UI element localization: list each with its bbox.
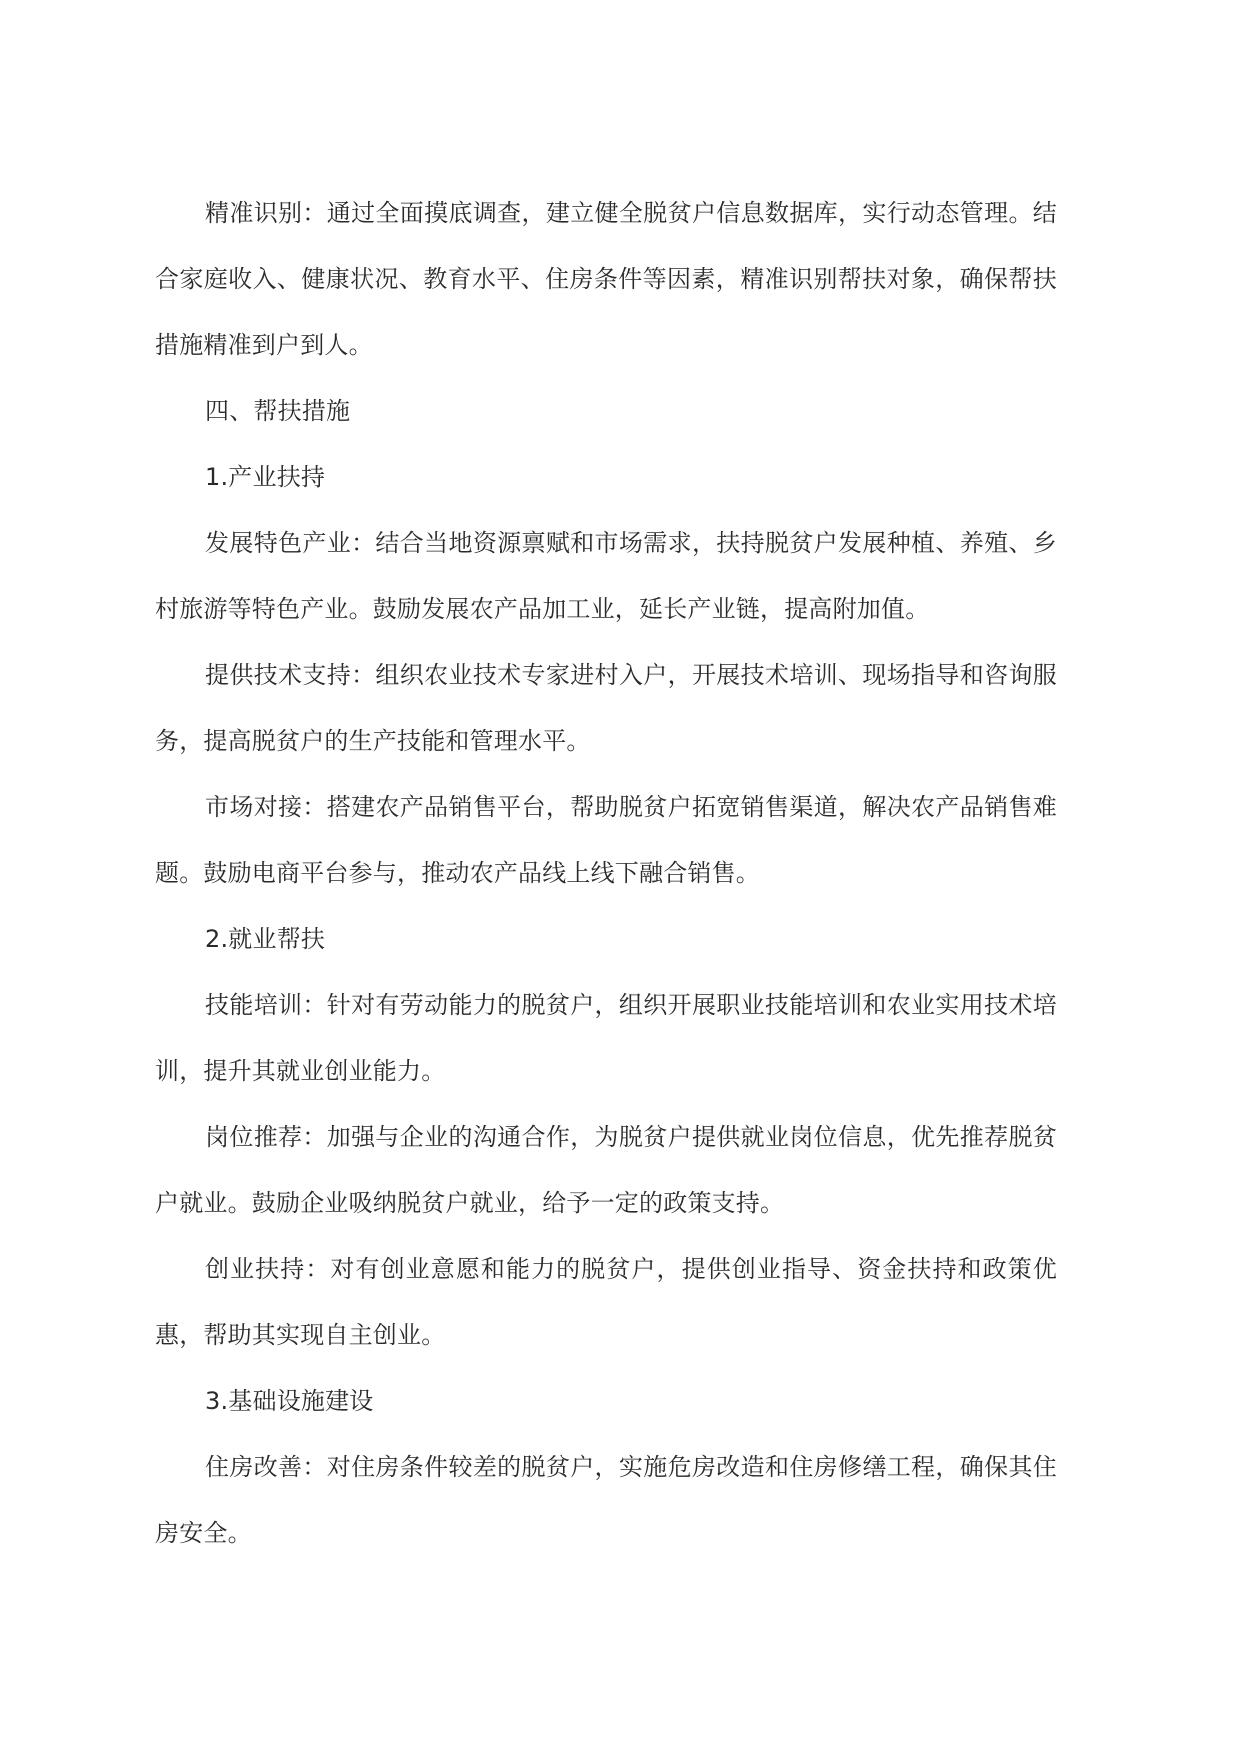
subheading-infrastructure: 3.基础设施建设 xyxy=(205,1387,374,1415)
paragraph-skills-training: 技能培训：针对有劳动能力的脱贫户，组织开展职业技能培训和农业实用技术培训，提升其就业创业能力。 xyxy=(155,991,1057,1085)
paragraph-market-docking: 市场对接：搭建农产品销售平台，帮助脱贫户拓宽销售渠道，解决农产品销售难题。鼓励电商平台参与，推动农产品线上线下融合销售。 xyxy=(155,793,1057,887)
paragraph-entrepreneurship-support: 创业扶持：对有创业意愿和能力的脱贫户，提供创业指导、资金扶持和政策优惠，帮助其实现自主创业。 xyxy=(155,1255,1057,1349)
subheading-industry-support: 1.产业扶持 xyxy=(205,463,326,491)
paragraph-job-recommendation: 岗位推荐：加强与企业的沟通合作，为脱贫户提供就业岗位信息，优先推荐脱贫户就业。鼓励企业吸纳脱贫户就业，给予一定的政策支持。 xyxy=(155,1123,1057,1217)
subheading-employment-assistance: 2.就业帮扶 xyxy=(205,925,326,953)
document-body xyxy=(155,180,1057,1566)
paragraph-characteristic-industry: 发展特色产业：结合当地资源禀赋和市场需求，扶持脱贫户发展种植、养殖、乡村旅游等特色产业。鼓励发展农产品加工业，延长产业链，提高附加值。 xyxy=(155,529,1057,623)
paragraph-technical-support: 提供技术支持：组织农业技术专家进村入户，开展技术培训、现场指导和咨询服务，提高脱贫户的生产技能和管理水平。 xyxy=(155,661,1057,755)
section-heading-assistance-measures: 四、帮扶措施 xyxy=(205,397,351,425)
paragraph-housing-improvement: 住房改善：对住房条件较差的脱贫户，实施危房改造和住房修缮工程，确保其住房安全。 xyxy=(155,1453,1057,1547)
paragraph-precise-identification: 精准识别：通过全面摸底调查，建立健全脱贫户信息数据库，实行动态管理。结合家庭收入、健康状况、教育水平、住房条件等因素，精准识别帮扶对象，确保帮扶措施精准到户到人。 xyxy=(155,199,1057,359)
